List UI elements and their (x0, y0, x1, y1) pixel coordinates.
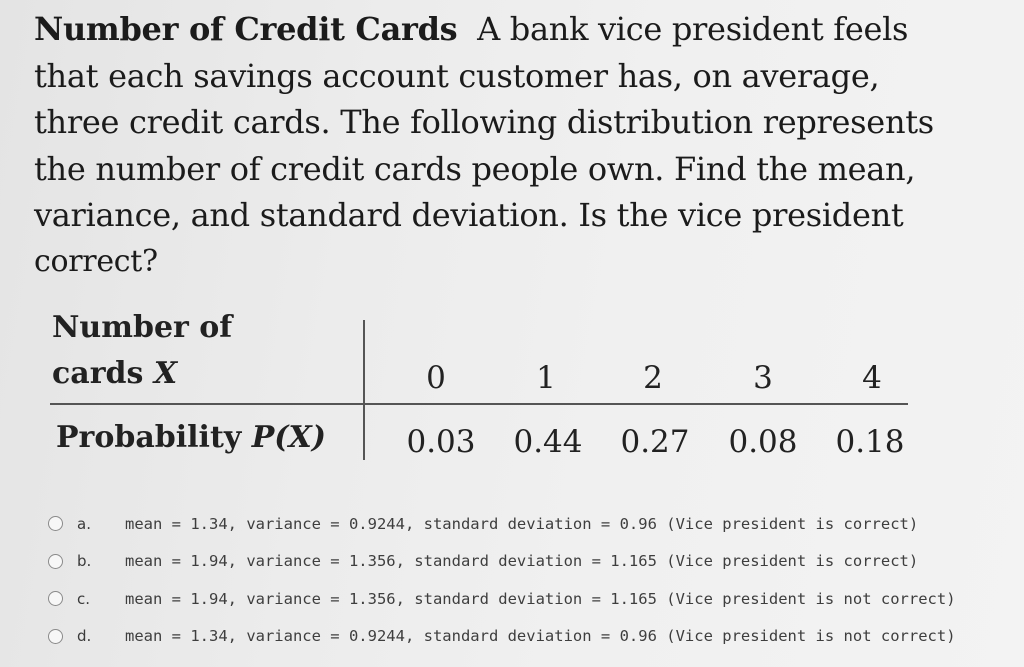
x-value-cell: 4 (862, 360, 882, 396)
answer-option-d[interactable] (48, 618, 1008, 656)
probability-cell: 0.27 (620, 424, 690, 460)
problem-line: correct? (34, 243, 158, 279)
x-value-cell: 0 (426, 360, 446, 396)
probability-cell: 0.18 (835, 424, 905, 460)
x-value-cell: 1 (536, 360, 556, 396)
distribution-table (50, 310, 910, 460)
problem-line: that each savings account customer has, on average, (34, 56, 880, 95)
option-text: mean = 1.34, variance = 0.9244, standard deviation = 0.96 (Vice president is correct) (125, 514, 919, 533)
radio-button-a[interactable] (48, 516, 63, 531)
option-letter: c. (77, 589, 91, 608)
problem-line: variance, and standard deviation. Is the vice president (34, 196, 904, 234)
answer-options (48, 505, 1008, 655)
problem-statement (34, 6, 934, 285)
problem-line (34, 6, 934, 53)
table-vertical-divider (363, 320, 365, 460)
problem-line: three credit cards. The following distribution represents (34, 103, 934, 141)
problem-title: Number of Credit Cards (34, 10, 458, 48)
x-value-cell: 3 (753, 360, 773, 396)
answer-option-b[interactable] (48, 543, 1008, 581)
x-row-label-var: X (153, 356, 178, 391)
problem-text: A bank vice president feels (477, 10, 909, 48)
x-value-cell: 2 (643, 360, 663, 396)
option-text: mean = 1.94, variance = 1.356, standard deviation = 1.165 (Vice president is correct) (125, 552, 919, 571)
problem-line: the number of credit cards people own. Find the mean, (34, 149, 916, 188)
table-horizontal-divider (50, 403, 908, 405)
probability-cell: 0.44 (513, 424, 583, 460)
option-text: mean = 1.94, variance = 1.356, standard deviation = 1.165 (Vice president is not correct) (125, 589, 956, 608)
option-letter: a. (77, 514, 91, 533)
probability-cell: 0.08 (728, 424, 798, 460)
radio-button-b[interactable] (48, 554, 63, 569)
answer-option-c[interactable] (48, 580, 1008, 618)
x-row-label-text: cards (52, 356, 154, 391)
probability-label-text: Probability (56, 420, 252, 455)
x-row-label-line1: Number of (52, 310, 233, 345)
option-letter: b. (77, 552, 92, 571)
radio-button-d[interactable] (48, 629, 63, 644)
radio-button-c[interactable] (48, 591, 63, 606)
answer-option-a[interactable] (48, 505, 1008, 543)
x-row-label-line2 (52, 356, 177, 391)
option-letter: d. (77, 627, 92, 646)
probability-row-label (56, 420, 326, 455)
probability-label-var: P(X) (251, 420, 326, 455)
probability-cell: 0.03 (406, 424, 476, 460)
option-text: mean = 1.34, variance = 0.9244, standard deviation = 0.96 (Vice president is not correct) (125, 627, 956, 646)
